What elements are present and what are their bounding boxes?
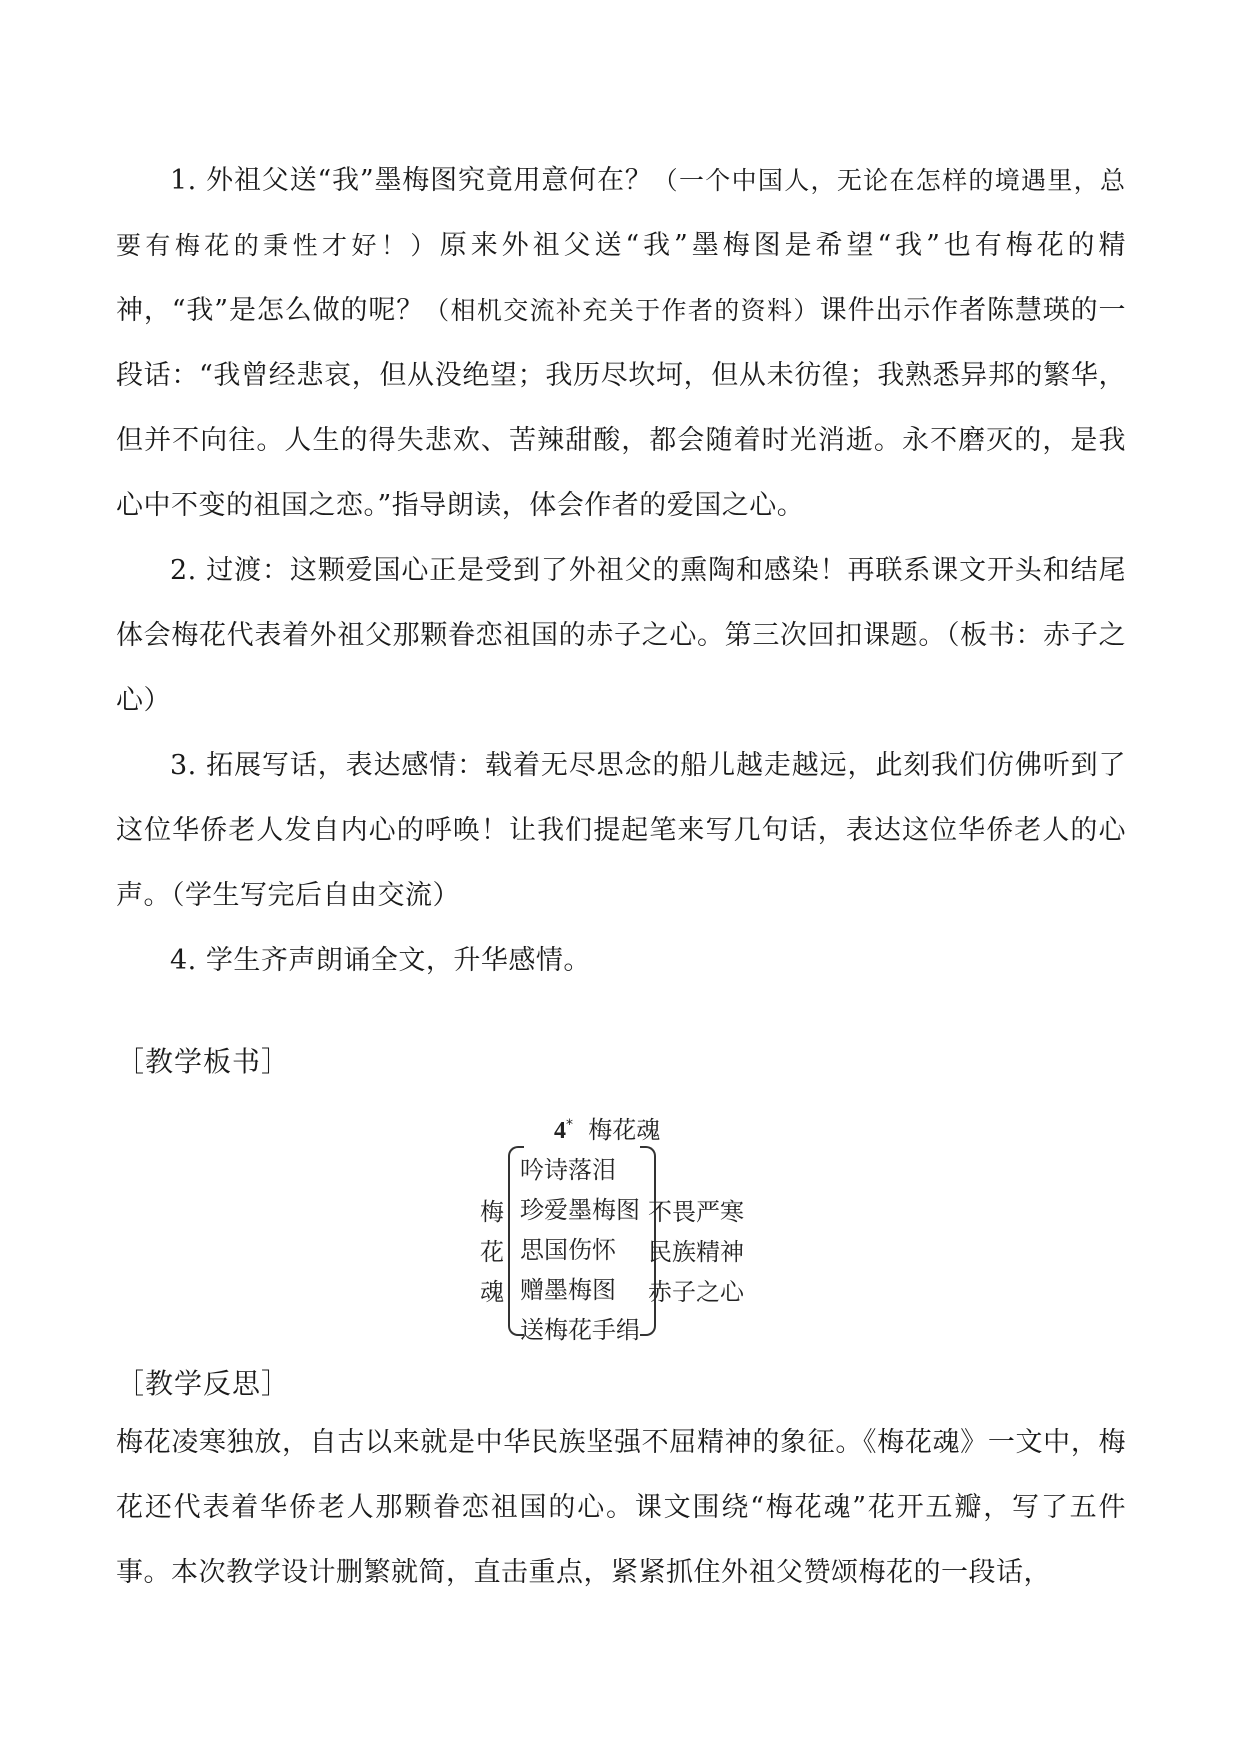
paragraph-1 (116, 148, 1126, 538)
board-right-item: 民族精神 (648, 1238, 744, 1266)
board-right-items (648, 1192, 778, 1312)
paragraph-1-note-b: （相机交流补充关于作者的资料） (424, 296, 820, 325)
paragraph-4-text: 4. 学生齐声朗诵全文，升华感情。 (170, 945, 591, 976)
board-item: 珍爱墨梅图 (520, 1196, 640, 1224)
paragraph-1-text-b: 原来外祖父送“我”墨梅图是希望“我”也有梅花的精神，“我”是怎么做的呢？ (116, 230, 1126, 326)
paragraph-1-note-a: （一个中国人，无论在怎样的境遇里，总要有梅花的秉性才好！） (116, 166, 1126, 260)
board-side-char: 花 (480, 1238, 504, 1266)
board-heading: ［教学板书］ (116, 1045, 291, 1078)
reflection-heading: ［教学反思］ (116, 1367, 291, 1400)
paragraph-3 (116, 733, 1126, 928)
board-right-item: 赤子之心 (648, 1278, 744, 1306)
board-title-number: 4 (554, 1118, 566, 1144)
paragraph-1-text-c: 课件出示作者陈慧瑛的一段话：“我曾经悲哀，但从没绝望；我历尽坎坷，但从未彷徨；我熟悉异邦的繁华，但并不向往。人生的得失悲欢、苦辣甜酸，都会随着时光消逝。永不磨灭的，是我心中不变的祖国之恋。”指导朗读，体会作者的爱国之心。 (116, 295, 1126, 521)
board-right-item: 不畏严寒 (648, 1198, 744, 1226)
paragraph-3-text: 3. 拓展写话，表达感情：载着无尽思念的船儿越走越远，此刻我们仿佛听到了这位华侨老人发自内心的呼唤！让我们提起笔来写几句话，表达这位华侨老人的心声。（学生写完后自由交流） (116, 750, 1126, 911)
board-side-label (478, 1192, 506, 1312)
board-side-char: 梅 (480, 1198, 504, 1226)
board-side-char: 魂 (480, 1278, 504, 1306)
board-item: 送梅花手绢 (520, 1316, 640, 1344)
blackboard-diagram (470, 1098, 770, 1348)
board-item: 赠墨梅图 (520, 1276, 616, 1304)
reflection-paragraph (116, 1410, 1126, 1605)
board-title-text: 梅花魂 (588, 1116, 661, 1144)
board-item: 思国伤怀 (520, 1236, 616, 1264)
reflection-text: 梅花凌寒独放，自古以来就是中华民族坚强不屈精神的象征。《梅花魂》一文中，梅花还代表着华侨老人那颗眷恋祖国的心。课文围绕“梅花魂”花开五瓣，写了五件事。本次教学设计删繁就简，直击重点，紧紧抓住外祖父赞颂梅花的一段话， (116, 1427, 1126, 1588)
board-items (520, 1150, 650, 1350)
paragraph-4 (116, 928, 1126, 993)
board-title (554, 1110, 660, 1145)
paragraph-2-text: 2. 过渡：这颗爱国心正是受到了外祖父的熏陶和感染！再联系课文开头和结尾体会梅花代表着外祖父那颗眷恋祖国的赤子之心。第三次回扣课题。（板书：赤子之心） (116, 555, 1126, 716)
paragraph-1-text-a: 1. 外祖父送“我”墨梅图究竟用意何在？ (170, 165, 653, 196)
paragraph-2 (116, 538, 1126, 733)
board-title-star: * (566, 1117, 573, 1133)
board-item: 吟诗落泪 (520, 1156, 616, 1184)
